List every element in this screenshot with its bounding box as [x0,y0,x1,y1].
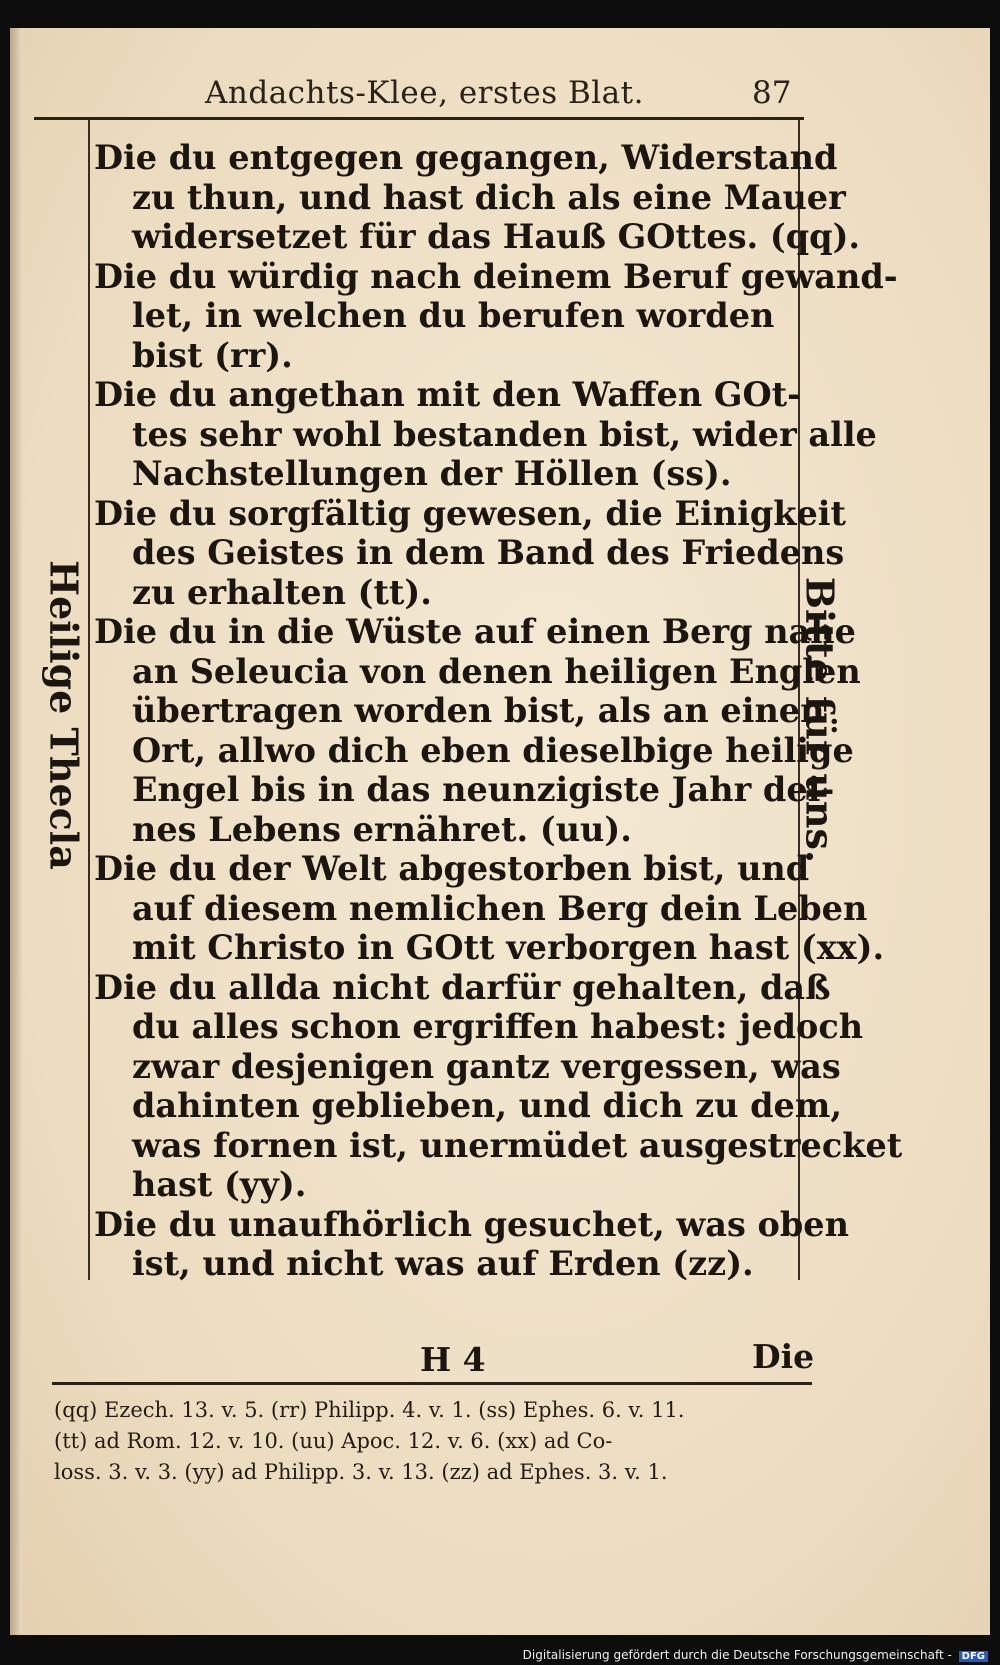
page-number: 87 [752,75,792,111]
litany-entry [94,375,877,494]
litany-entry [94,1204,849,1284]
catchword: Die [752,1337,815,1376]
footnote-line: loss. 3. v. 3. (yy) ad Philipp. 3. v. 13. (zz) ad Ephes. 3. v. 1. [54,1460,668,1484]
credit-text: Digitalisierung gefördert durch die Deutsche Forschungsgemeinschaft - [522,1648,952,1662]
litany-entry [94,256,898,376]
text-line: zu thun, und hast dich als eine Mauer [132,177,846,217]
litany-entry [94,493,846,613]
signature-mark: H 4 [420,1340,486,1379]
text-line: ist, und nicht was auf Erden (zz). [132,1244,754,1283]
text-line: mit Christo in GOtt verborgen hast (xx). [132,928,885,967]
text-line: zwar desjenigen gantz vergessen, was [132,1046,841,1086]
text-line: hast (yy). [132,1165,307,1204]
page-gutter [10,28,22,1635]
text-line: Die du allda nicht darfür gehalten, daß [94,967,831,1007]
text-line: Nachstellungen der Höllen (ss). [132,454,732,493]
litany-entry [94,138,861,257]
text-line: du alles schon ergriffen habest: jedoch [132,1007,864,1046]
text-line: bist (rr). [132,335,293,375]
text-line: Die du in die Wüste auf einen Berg nahe [94,612,856,651]
text-line: dahinten geblieben, und dich zu dem, [132,1086,842,1125]
digitization-credit [523,1648,988,1662]
dfg-logo: DFG [959,1651,988,1662]
text-line: Die du angethan mit den Waffen GOt- [94,375,802,414]
text-line: was fornen ist, unermüdet ausgestrecket [132,1125,903,1165]
text-line: Die du der Welt abgestorben bist, und [94,849,810,888]
litany-entry [94,967,903,1205]
text-line: tes sehr wohl bestanden bist, wider alle [132,414,877,454]
text-line: übertragen worden bist, als an einen [132,691,825,730]
text-line: Die du entgegen gegangen, Widerstand [94,138,838,177]
text-line: des Geistes in dem Band des Friedens [132,533,845,572]
side-label-right: Bitte für uns. [797,576,843,864]
side-label-left: Heilige Thecla [41,560,87,870]
text-line: nes Lebens ernähret. (uu). [132,809,632,849]
footnote-line: (tt) ad Rom. 12. v. 10. (uu) Apoc. 12. v. 6. (xx) ad Co- [54,1429,613,1453]
text-line: let, in welchen du berufen worden [132,296,775,335]
text-line: widersetzet für das Hauß GOttes. (qq). [132,217,861,256]
text-line: Die du sorgfältig gewesen, die Einigkeit [94,493,846,533]
text-line: Die du würdig nach deinem Beruf gewand- [94,256,898,296]
text-line: Engel bis in das neunzigiste Jahr dei- [132,770,835,809]
text-line: auf diesem nemlichen Berg dein Leben [132,888,868,928]
footnotes [54,1395,854,1488]
text-line: Die du unaufhörlich gesuchet, was oben [94,1204,849,1244]
footnote-line: (qq) Ezech. 13. v. 5. (rr) Philipp. 4. v. 1. (ss) Ephes. 6. v. 11. [54,1398,685,1422]
text-line: zu erhalten (tt). [132,572,432,612]
footnote-rule [52,1382,812,1385]
text-line: an Seleucia von denen heiligen Englen [132,651,861,691]
text-line: Ort, allwo dich eben dieselbige heilige [132,730,854,770]
running-title: Andachts-Klee, erstes Blat. [205,75,644,111]
litany-entry [94,849,885,968]
